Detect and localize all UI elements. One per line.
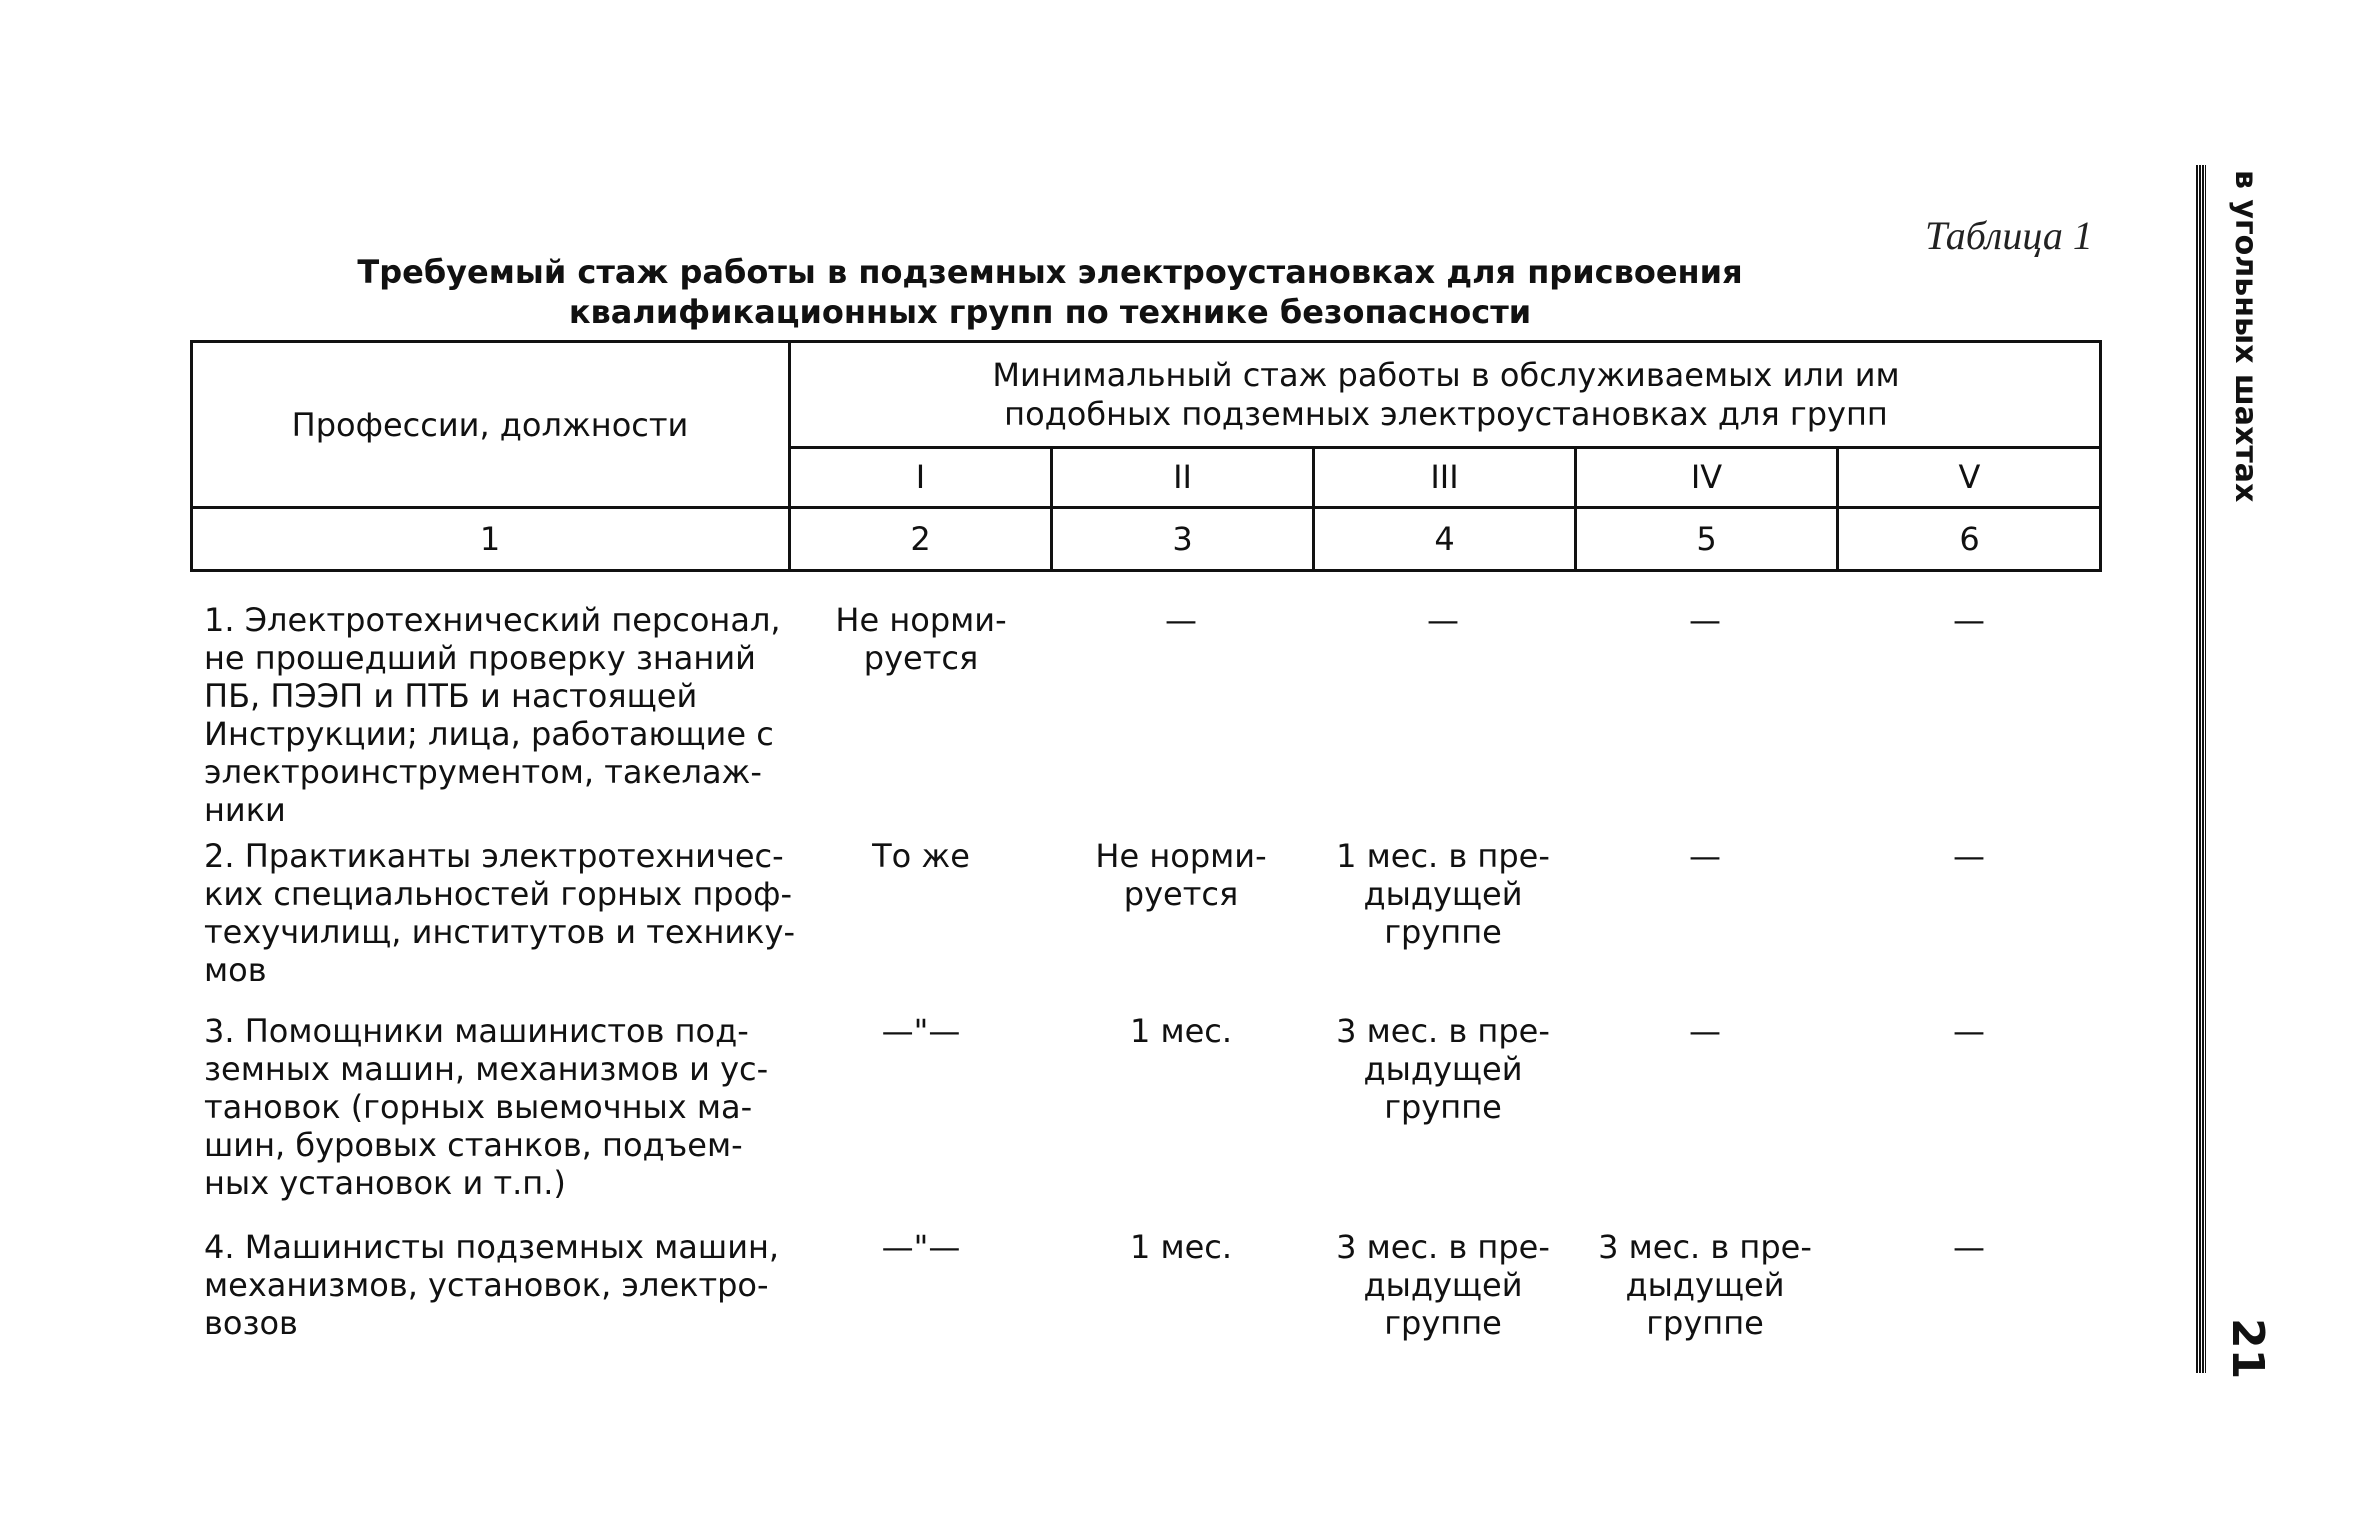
header-min-experience <box>792 344 2100 446</box>
row-1-group-1 <box>792 601 1050 677</box>
row-1-group-5 <box>1838 601 2100 639</box>
row-1-group-4 <box>1576 601 1834 639</box>
text-line: 3 мес. в пре- <box>1336 1012 1550 1050</box>
row-3-group-4 <box>1576 1012 1834 1050</box>
text-line: ники <box>204 791 286 829</box>
row-3-group-2 <box>1052 1012 1310 1050</box>
text-line: тановок (горных выемочных ма- <box>204 1088 753 1126</box>
row-3-group-1 <box>792 1012 1050 1050</box>
text-line: Не норми- <box>1095 837 1267 875</box>
header-colnum-3: 3 <box>1172 520 1193 558</box>
text-line: — <box>1953 1012 1985 1050</box>
text-line: — <box>1427 601 1459 639</box>
text-line: 1 мес. в пре- <box>1336 837 1550 875</box>
text-line: техучилищ, институтов и технику- <box>204 913 795 951</box>
text-line: дыдущей <box>1363 875 1523 913</box>
table-number: Таблица 1 <box>1925 213 2093 258</box>
table-title-line-1: Требуемый стаж работы в подземных электроустановках для присвоения <box>357 253 1743 291</box>
row-4-group-3 <box>1314 1228 1572 1342</box>
row-2-group-3 <box>1314 837 1572 951</box>
text-line: 3 мес. в пре- <box>1598 1228 1812 1266</box>
row-4-group-2 <box>1052 1228 1310 1266</box>
text-line: 1 мес. <box>1129 1012 1233 1050</box>
text-line: — <box>1689 1012 1721 1050</box>
text-line: 2. Практиканты электротехничес- <box>204 837 784 875</box>
row-2-profession <box>204 837 804 989</box>
header-min-experience-line-1: Минимальный стаж работы в обслуживаемых или им <box>992 356 1900 394</box>
row-4-group-5 <box>1838 1228 2100 1266</box>
text-line: — <box>1953 837 1985 875</box>
text-line: Не норми- <box>835 601 1007 639</box>
text-line: —"— <box>881 1228 961 1266</box>
text-line: — <box>1165 601 1197 639</box>
header-professions: Профессии, должности <box>291 405 689 444</box>
text-line: дыдущей <box>1363 1266 1523 1304</box>
header-group-1: I <box>915 458 926 496</box>
text-line: —"— <box>881 1012 961 1050</box>
running-header: в угольных шахтах <box>2228 170 2263 503</box>
row-1-profession <box>204 601 804 829</box>
text-line: — <box>1953 1228 1985 1266</box>
header-group-4: IV <box>1690 458 1723 496</box>
text-line: возов <box>204 1304 298 1342</box>
header-colnum-6: 6 <box>1959 520 1980 558</box>
row-2-group-5 <box>1838 837 2100 875</box>
text-line: ких специальностей горных проф- <box>204 875 793 913</box>
text-line: не прошедший проверку знаний <box>204 639 756 677</box>
margin-rule <box>2196 165 2206 1373</box>
header-min-experience-line-2: подобных подземных электроустановках для групп <box>1004 395 1888 433</box>
text-line: 3 мес. в пре- <box>1336 1228 1550 1266</box>
table-title-line-2: квалификационных групп по технике безопасности <box>568 293 1532 331</box>
header-colnum-5: 5 <box>1696 520 1717 558</box>
row-4-group-1 <box>792 1228 1050 1266</box>
row-4-profession <box>204 1228 804 1342</box>
text-line: группе <box>1646 1304 1764 1342</box>
text-line: руется <box>863 639 979 677</box>
text-line: мов <box>204 951 267 989</box>
header-group-5: V <box>1958 458 1981 496</box>
row-2-group-4 <box>1576 837 1834 875</box>
text-line: Инструкции; лица, работающие с <box>204 715 774 753</box>
row-4-group-4 <box>1576 1228 1834 1342</box>
text-line: земных машин, механизмов и ус- <box>204 1050 769 1088</box>
text-line: электроинструментом, такелаж- <box>204 753 762 791</box>
header-group-2: II <box>1173 458 1192 496</box>
text-line: ПБ, ПЭЭП и ПТБ и настоящей <box>204 677 698 715</box>
row-1-group-3 <box>1314 601 1572 639</box>
text-line: — <box>1689 601 1721 639</box>
text-line: руется <box>1123 875 1239 913</box>
text-line: группе <box>1384 1304 1502 1342</box>
text-line: механизмов, установок, электро- <box>204 1266 769 1304</box>
row-2-group-1 <box>792 837 1050 875</box>
text-line: 4. Машинисты подземных машин, <box>204 1228 780 1266</box>
text-line: шин, буровых станков, подъем- <box>204 1126 743 1164</box>
text-line: 3. Помощники машинистов под- <box>204 1012 749 1050</box>
row-1-group-2 <box>1052 601 1310 639</box>
row-3-profession <box>204 1012 804 1202</box>
text-line: 1. Электротехнический персонал, <box>204 601 781 639</box>
text-line: дыдущей <box>1363 1050 1523 1088</box>
row-3-group-5 <box>1838 1012 2100 1050</box>
text-line: дыдущей <box>1625 1266 1785 1304</box>
header-colnum-1: 1 <box>479 520 501 558</box>
text-line: 1 мес. <box>1129 1228 1233 1266</box>
text-line: — <box>1689 837 1721 875</box>
table-title <box>188 252 1912 332</box>
header-colnum-2: 2 <box>910 520 931 558</box>
header-colnum-4: 4 <box>1434 520 1455 558</box>
header-group-3: III <box>1430 458 1459 496</box>
row-2-group-2 <box>1052 837 1310 913</box>
text-line: — <box>1953 601 1985 639</box>
row-3-group-3 <box>1314 1012 1572 1126</box>
page-number: 21 <box>2222 1318 2273 1380</box>
text-line: То же <box>872 837 970 875</box>
text-line: ных установок и т.п.) <box>204 1164 566 1202</box>
text-line: группе <box>1384 913 1502 951</box>
text-line: группе <box>1384 1088 1502 1126</box>
